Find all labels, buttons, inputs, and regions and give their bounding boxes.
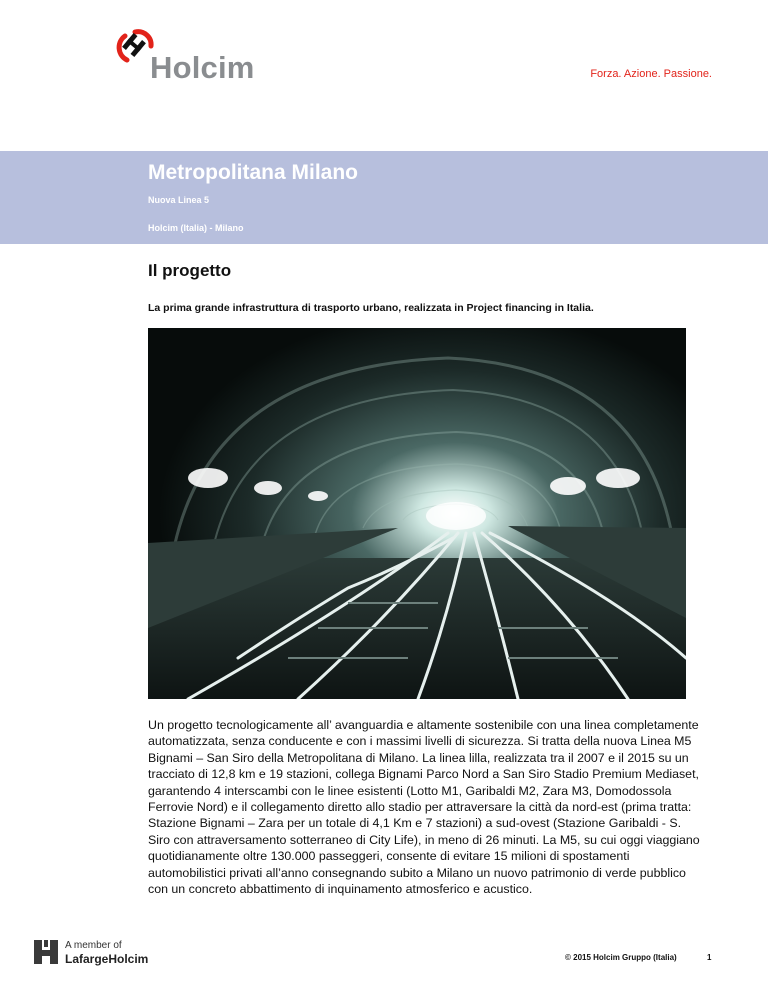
copyright: © 2015 Holcim Gruppo (Italia): [565, 953, 677, 962]
page-subtitle: Nuova Linea 5: [148, 195, 210, 205]
subway-tunnel-photo: [148, 328, 686, 699]
holcim-wordmark: Holcim: [150, 50, 255, 85]
member-of-label: A member of: [65, 940, 122, 951]
company-location: Holcim (Italia) - Milano: [148, 223, 244, 233]
tagline: Forza. Azione. Passione.: [590, 68, 712, 80]
group-name: LafargeHolcim: [65, 952, 149, 966]
section-title: Il progetto: [148, 261, 232, 280]
lead-paragraph: La prima grande infrastruttura di trasporto urbano, realizzata in Project financing in Italia.: [148, 302, 594, 314]
body-paragraph: Un progetto tecnologicamente all’ avanguardia e altamente sostenibile con una linea completamente automatizzata, senza conducente e con i massimi livelli di sicurezza. Si tratta della nuova Linea M5 Bignami – San Siro della Metropolitana di Milano. La linea lilla, realizzata tra il 2007 e il 2015 su un tracciato di 12,8 km e 19 stazioni, collega Bignami Parco Nord a San Siro Stadio Premium Mediaset, garantendo 4 interscambi con le linee esistenti (Lotto M1, Garibaldi M2, Zara M3, Domodossola Ferrovie Nord) e il collegamento diretto allo stadio per attraversare la città da nord-est (prima tratta: Stazione Bignami – Zara per un totale di 4,1 Km e 7 stazioni) a sud-ovest (Stazione Garibaldi - S. Siro con attraversamento sotterraneo di City Life), in meno di 26 minuti. La M5, su cui oggi viaggiano quotidianamente oltre 130.000 passeggeri, consente di evitare 15 milioni di spostamenti automobilistici privati all’anno consegnando subito a Milano un nuovo patrimonio di verde pubblico con un concreto abbattimento di inquinamento atmosferico e acustico.: [148, 718, 700, 897]
page-title: Metropolitana Milano: [148, 161, 358, 184]
holcim-logo-mark-icon: [115, 26, 155, 66]
holcim-logo: [115, 26, 265, 84]
page-number: 1: [707, 953, 712, 962]
lafargeholcim-mark-icon: [34, 940, 58, 964]
title-banner: [0, 151, 768, 244]
